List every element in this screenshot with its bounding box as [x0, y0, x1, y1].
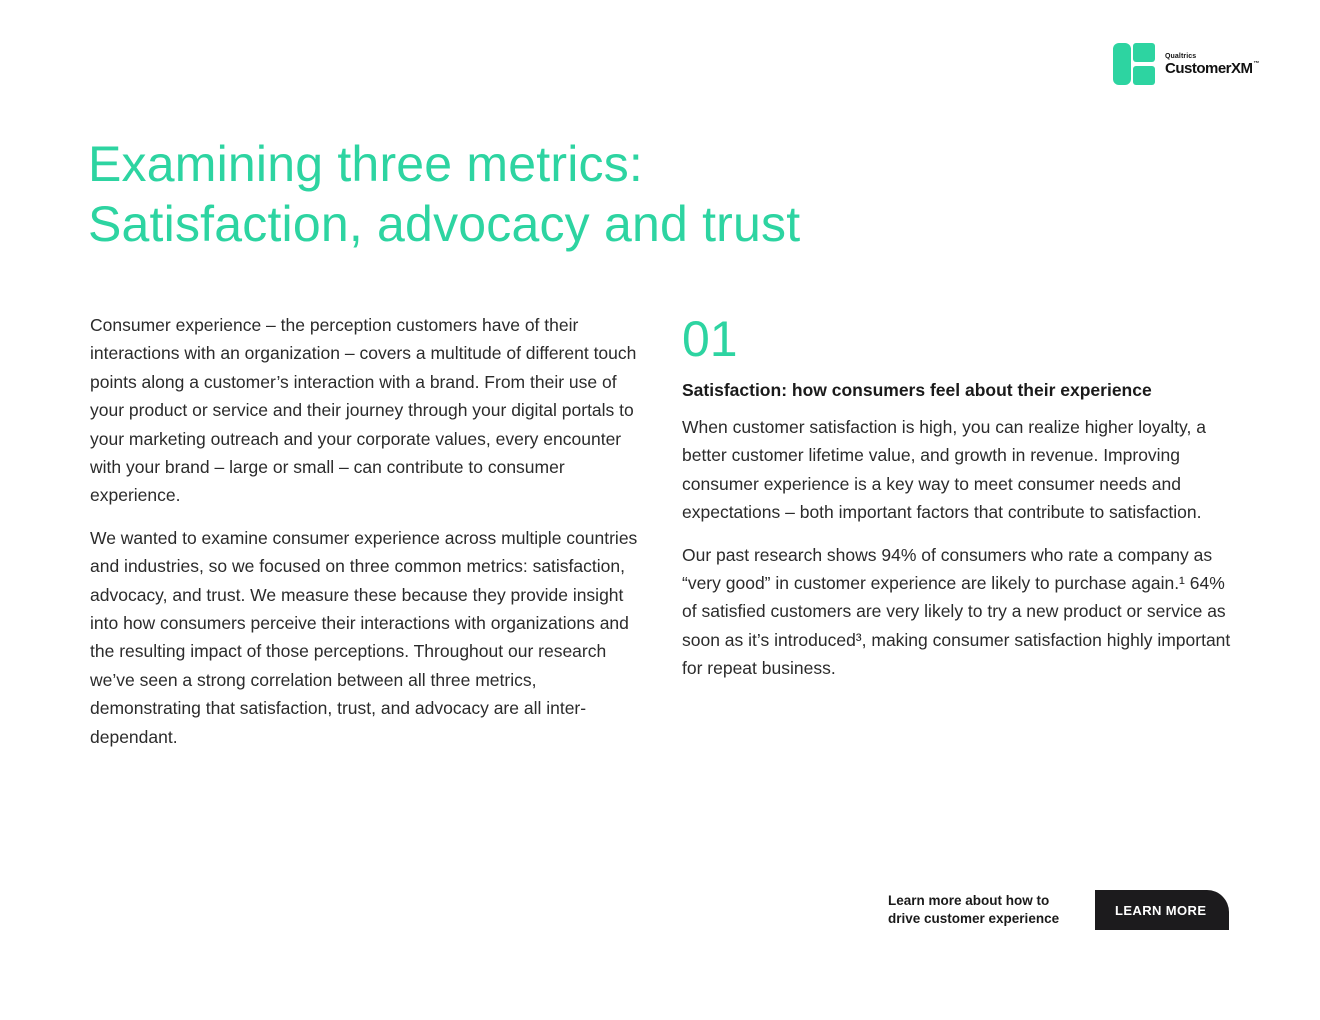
customerxm-logo-icon	[1113, 43, 1155, 85]
page-title-line-1: Examining three metrics:	[88, 136, 643, 192]
page-title-line-2: Satisfaction, advocacy and trust	[88, 196, 801, 252]
left-column	[90, 311, 645, 765]
logo-product	[1165, 61, 1259, 76]
section-subhead: Satisfaction: how consumers feel about their experience	[682, 380, 1152, 400]
left-paragraph-1: Consumer experience – the perception customers have of their interactions with an organization – covers a multitude of different touch points along a customer’s interaction with a brand. From their use of your product or service and their journey through your digital portals to your marketing outreach and your corporate values, every encounter with your brand – large or small – can contribute to consumer experience.	[90, 315, 637, 506]
right-paragraph-1: When customer satisfaction is high, you can realize higher loyalty, a better customer lifetime value, and growth in revenue. Improving consumer experience is a key way to meet consumer needs and expectations – both important factors that contribute to satisfaction.	[682, 417, 1206, 523]
right-paragraph-2: Our past research shows 94% of consumers who rate a company as “very good” in customer experience are likely to purchase again.¹ 64% of satisfied customers are very likely to try a new product or service as soon as it’s introduced³, making consumer satisfaction highly important for repeat business.	[682, 544, 1231, 679]
left-paragraph-2: We wanted to examine consumer experience across multiple countries and industries, so we focused on three common metrics: satisfaction, advocacy, and trust. We measure these because they provide insight into how consumers perceive their interactions with organizations and the resulting impact of those perceptions. Throughout our research we’ve seen a strong correlation between all three metrics, demonstrating that satisfaction, trust, and advocacy are all inter-dependant.	[90, 527, 638, 747]
page-title	[88, 134, 800, 254]
logo-product-name: CustomerXM	[1165, 59, 1253, 77]
logo-wordmark	[1165, 53, 1259, 76]
section-number: 01	[682, 311, 738, 367]
call-to-action	[888, 890, 1229, 930]
cta-text	[888, 892, 1088, 928]
cta-text-line-2: drive customer experience	[888, 911, 1060, 926]
cta-text-line-1: Learn more about how to	[888, 893, 1050, 908]
logo	[1113, 43, 1259, 85]
learn-more-button[interactable]: LEARN MORE	[1095, 890, 1229, 930]
logo-brand: Qualtrics	[1165, 52, 1197, 60]
right-column	[682, 311, 1242, 697]
logo-trademark: ™	[1253, 60, 1260, 67]
